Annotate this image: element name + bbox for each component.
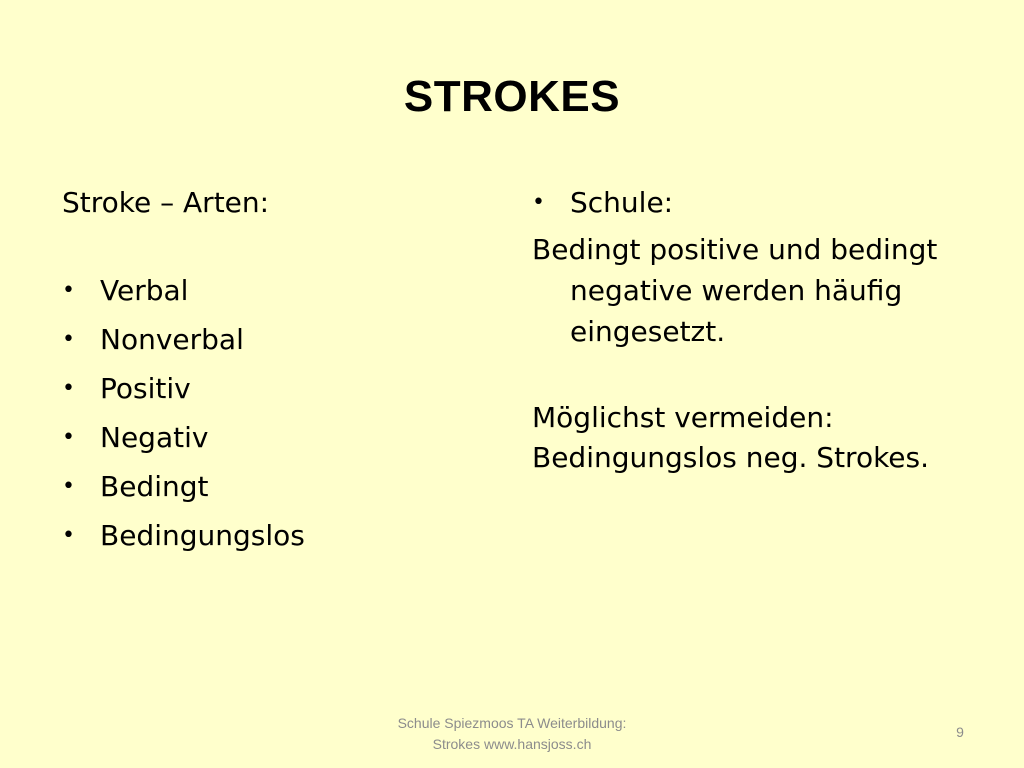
- bullet-icon: •: [62, 278, 75, 303]
- footer-line: Strokes www.hansjoss.ch: [432, 736, 592, 752]
- avoid-text: Bedingungslos neg. Strokes.: [532, 441, 930, 474]
- right-column: [532, 183, 992, 478]
- left-column-heading: Stroke – Arten:: [62, 186, 270, 219]
- footer-line: Schule Spiezmoos TA Weiterbildung:: [397, 715, 627, 731]
- bullet-icon: •: [62, 523, 75, 548]
- bullet-icon: •: [62, 327, 75, 352]
- slide-title: STROKES: [403, 72, 621, 121]
- list-item-label: Bedingungslos: [100, 519, 305, 552]
- bullet-icon: •: [62, 425, 75, 450]
- school-bullet-item: [532, 183, 992, 223]
- list-item: [62, 320, 482, 360]
- school-heading: Schule:: [570, 186, 674, 219]
- school-paragraph: Bedingt positive und bedingt negative werden häufig eingesetzt.: [532, 233, 938, 348]
- list-item: [62, 516, 482, 556]
- slide-footer: [340, 713, 684, 755]
- bullet-icon: •: [62, 474, 75, 499]
- list-item-label: Negativ: [100, 421, 209, 454]
- list-item: [62, 418, 482, 458]
- spacer: [532, 352, 992, 398]
- list-item-label: Nonverbal: [100, 323, 244, 356]
- slide-number: 9: [956, 724, 964, 740]
- list-item-label: Bedingt: [100, 470, 209, 503]
- avoid-heading: Möglichst vermeiden:: [532, 401, 834, 434]
- bullet-icon: •: [62, 376, 75, 401]
- list-item-label: Positiv: [100, 372, 191, 405]
- bullet-icon: •: [532, 190, 545, 215]
- stroke-types-list: [62, 271, 482, 556]
- list-item-label: Verbal: [100, 274, 189, 307]
- list-item: [62, 467, 482, 507]
- list-item: [62, 369, 482, 409]
- left-column: [62, 183, 482, 565]
- list-item: [62, 271, 482, 311]
